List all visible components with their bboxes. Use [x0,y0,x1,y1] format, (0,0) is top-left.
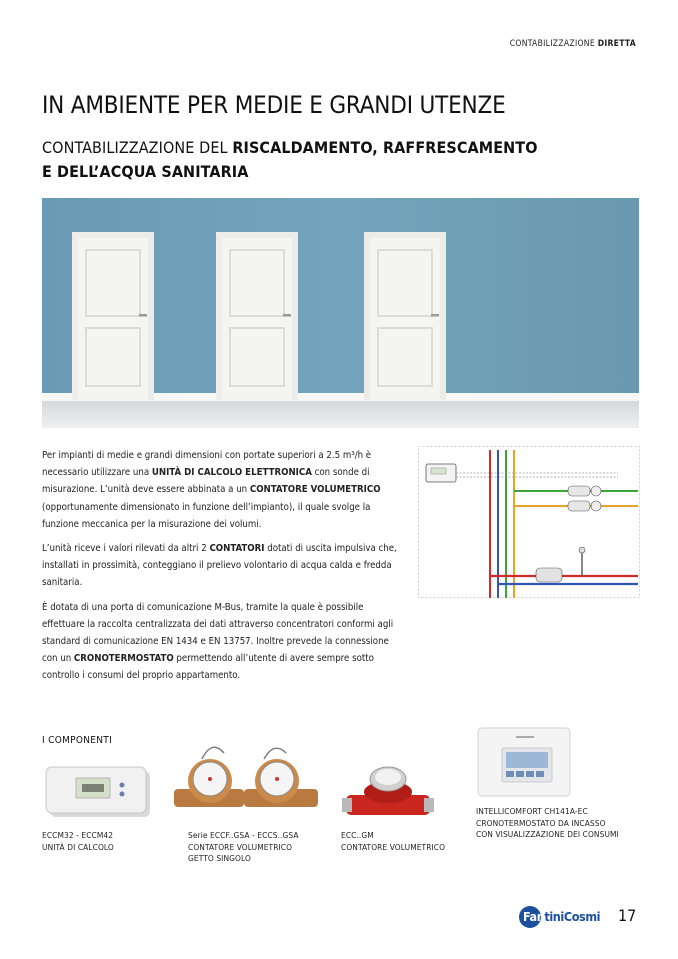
meter-icon [568,501,590,511]
volumetric-meter-icon [536,568,562,582]
paragraph-2: L’unità riceve i valori rilevati da altri 2 CONTATORI dotati di uscita impulsiva che, installati in prossimità, conteggiano il prelievo volontario di acqua calda e fredda sanitaria. [42,543,397,589]
section-label: CONTABILIZZAZIONE [509,39,595,49]
meter-icon [568,486,590,496]
caption-calc-unit: ECCM32 - ECCM42 UNITÀ DI CALCOLO [42,830,114,852]
door-1 [72,232,154,400]
doors-illustration [42,198,639,428]
door-2 [216,232,298,400]
page-title: IN AMBIENTE PER MEDIE E GRANDI UTENZE [42,91,506,119]
caption-thermostat: INTELLICOMFORT CH141A-EC CRONOTERMOSTATO DA INCASSO CON VISUALIZZAZIONE DEI CONSUMI [476,806,619,839]
caption-single-jet-meters: Serie ECCF..GSA - ECCS..GSA CONTATORE VOLUMETRICO GETTO SINGOLO [188,830,299,863]
system-diagram [418,446,640,598]
subtitle-bold-line2: E DELL’ACQUA SANITARIA [42,162,249,181]
caption-volumetric-meter: ECC..GM CONTATORE VOLUMETRICO [341,830,446,852]
product-image-volumetric-meter [340,765,436,825]
section-header [510,39,636,49]
brand-logo [519,906,625,928]
door-3 [364,232,446,400]
product-image-single-jet-meters [172,739,322,825]
product-image-calc-unit [42,763,154,821]
subtitle-bold-line1: RISCALDAMENTO, RAFFRESCAMENTO [232,138,538,157]
hero-photo [42,198,639,428]
product-image-thermostat [476,726,572,798]
components-title: I COMPONENTI [42,735,113,746]
section-label-bold: DIRETTA [597,39,636,49]
subtitle-prefix: CONTABILIZZAZIONE DEL [42,138,233,157]
page-subtitle [42,136,538,184]
body-text [42,447,404,692]
brand-name: FantiniCosmi [523,909,601,924]
paragraph-3: È dotata di una porta di comunicazione M-Bus, tramite la quale è possibile effettuare la raccolta centralizzata dei dati attraverso concentratori conformi agli standard di comunicazione EN 1434 e EN 13757. Inoltre prevede la connessione con un CRONOTERMOSTATO permettendo all’utente di avere sempre sotto controllo i consumi del proprio appartamento. [42,601,394,682]
page-number: 17 [618,906,637,925]
paragraph-1: Per impianti di medie e grandi dimensioni con portate superiori a 2.5 m³/h è necessario utilizzare una UNITÀ DI CALCOLO ELETTRONICA con sonde di misurazione. L’unità deve essere abbinata a un CONTATORE VOLUMETRICO (opportunamente dimensionato in funzione dell’impianto), il quale svolge la funzione meccanica per la misurazione dei volumi. [42,450,381,530]
